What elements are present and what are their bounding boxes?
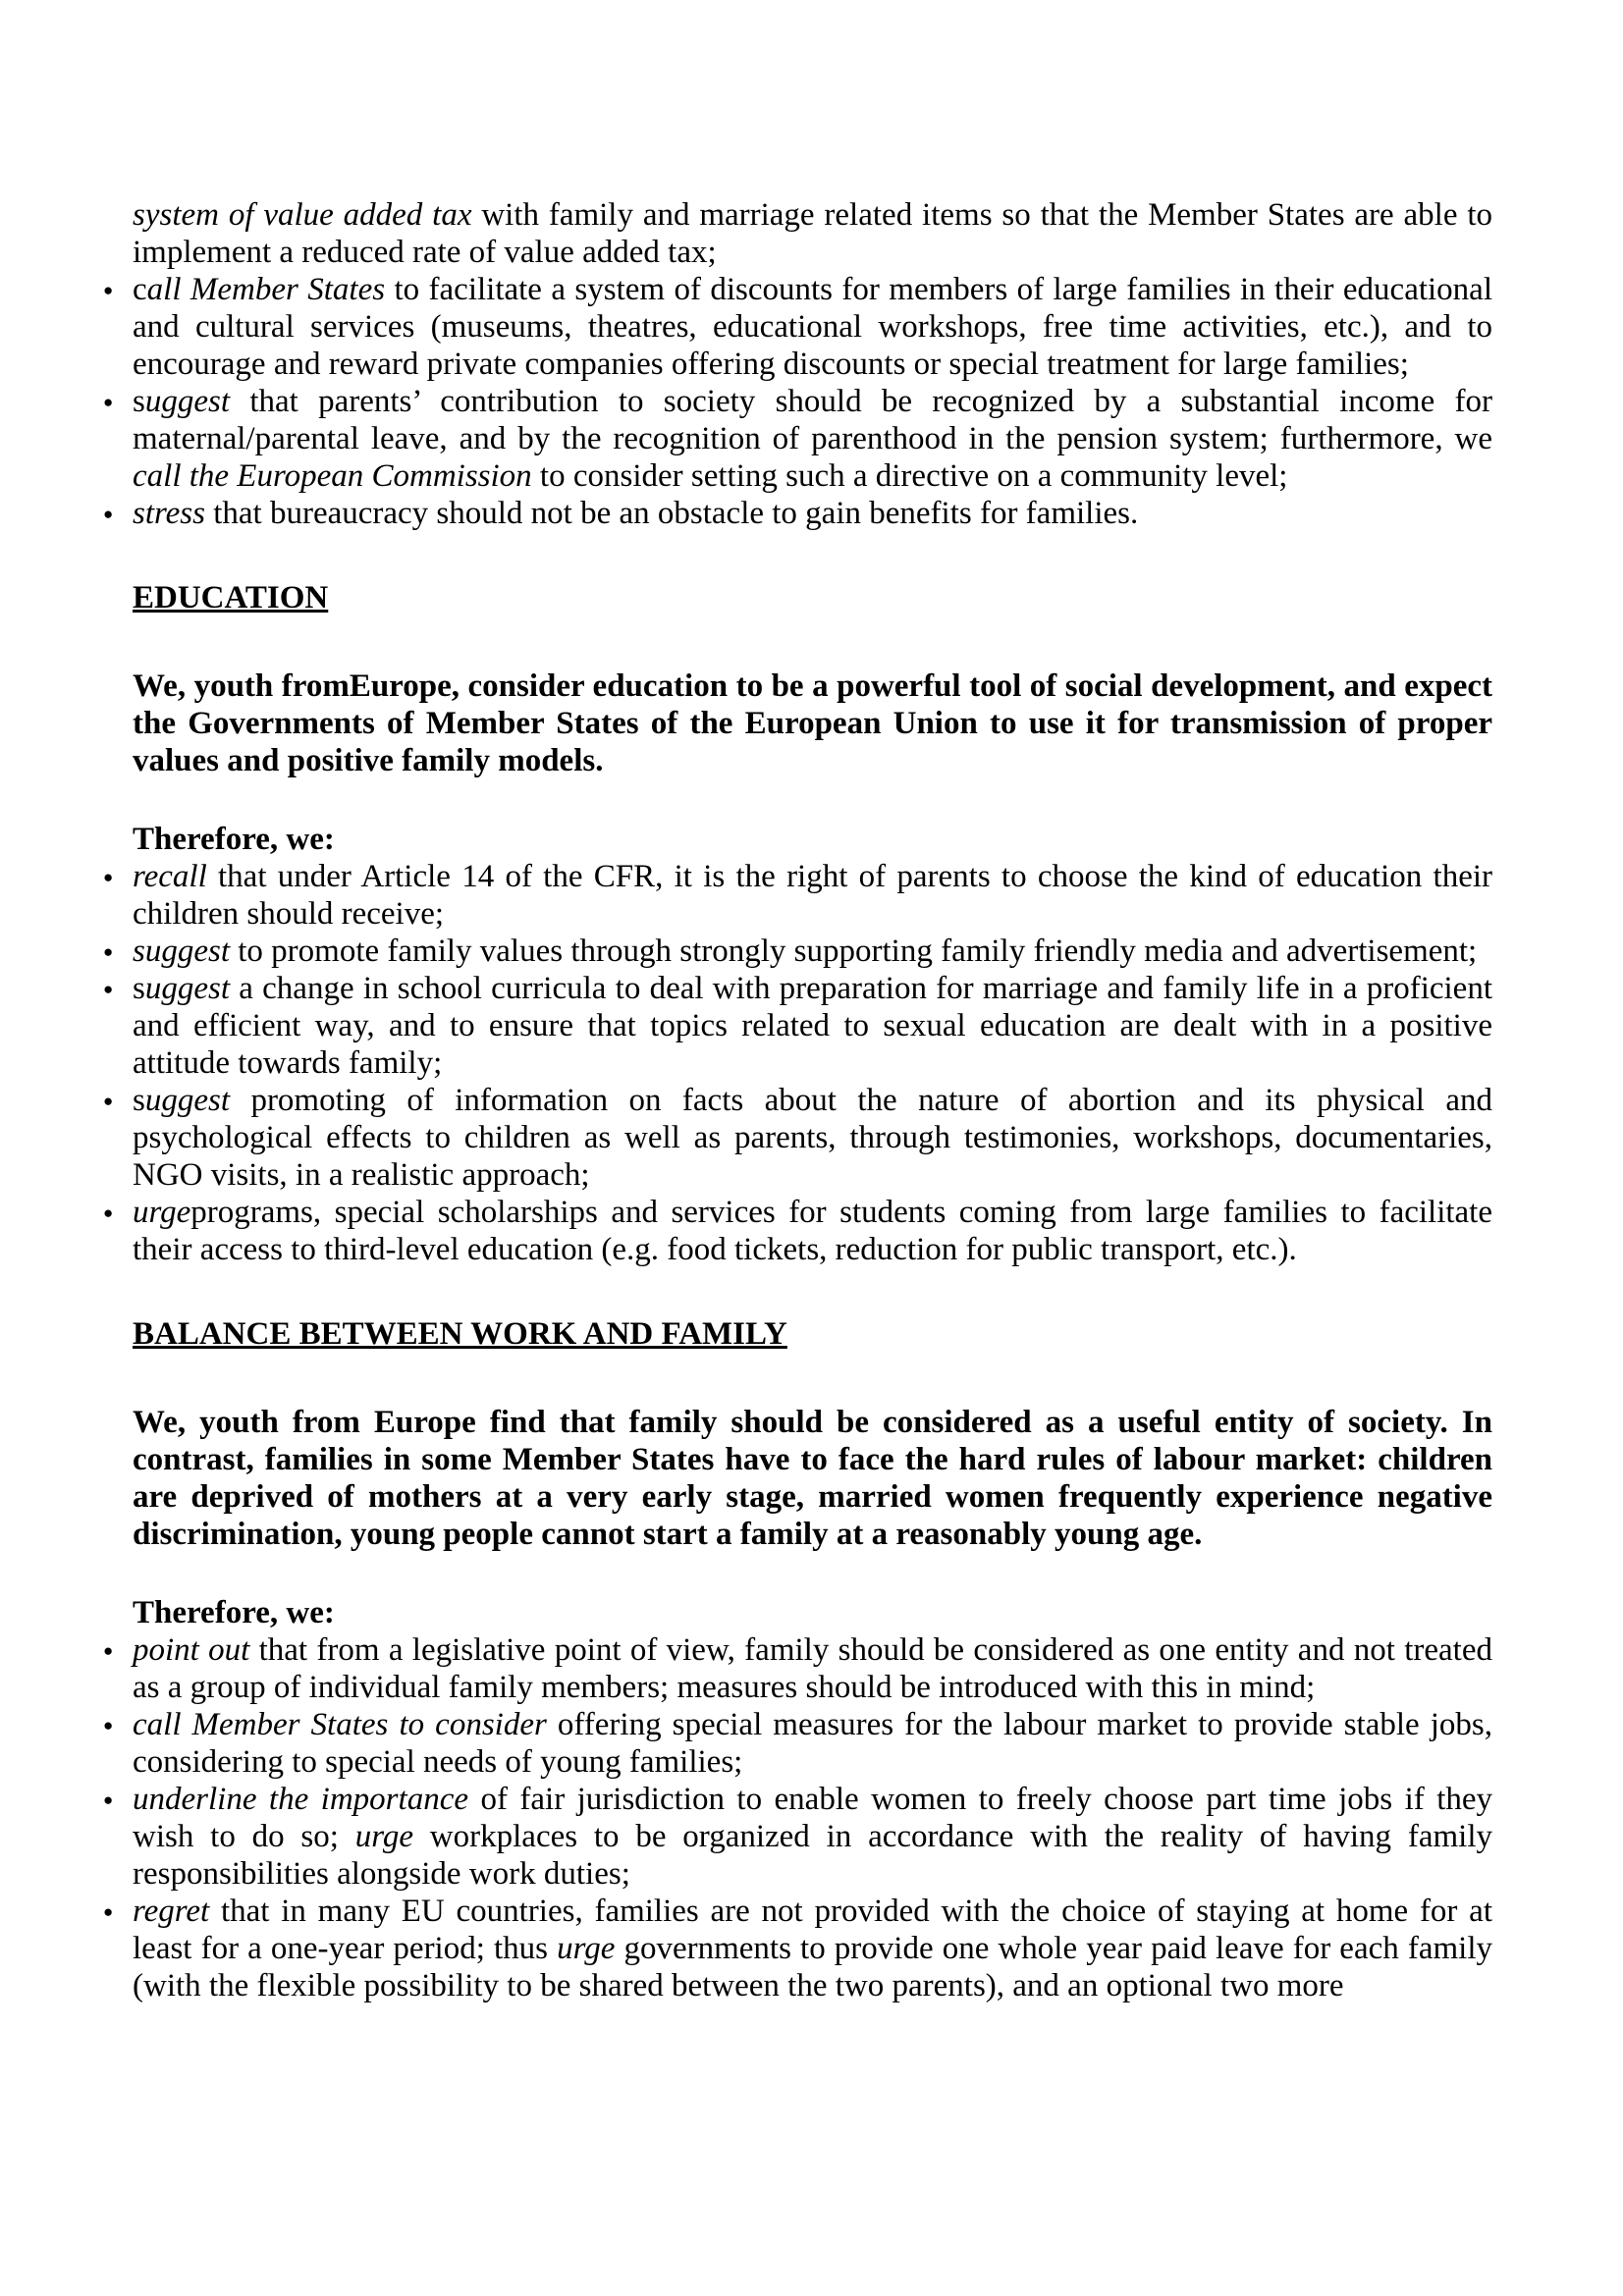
list-intro: Therefore, we: [133,1595,335,1630]
section-heading: EDUCATION [133,580,329,615]
body-text: that under Article 14 of the CFR, it is the right of parents to choose the kind of education their children should receive; [133,859,1492,932]
emphasis-text: uggest [144,971,231,1006]
body-text: with family and marriage related items so that the Member States are able to implement a reduced rate of value added tax; [133,197,1492,270]
bullet-icon: ● [103,1902,114,1921]
bullet-icon: ● [103,281,114,299]
emphasis-text: point out [133,1632,250,1668]
emphasis-text: call the European Commission [133,458,532,494]
bullet-icon: ● [103,942,114,961]
body-text: a change in school curricula to deal with preparation for marriage and family life in a proficient and efficient way, and to ensure that topics related to sexual education are dealt with in a positive attitude towards family; [133,971,1492,1081]
body-text: programs, special scholarships and services for students coming from large families to facilitate their access to third-level education (e.g. food tickets, reduction for public transport, etc.). [133,1195,1492,1267]
emphasis-text: regret [133,1894,210,1929]
statement-paragraph: We, youth from Europe find that family should be considered as a useful entity of society. In contrast, families in some Member States have to face the hard rules of labour market: children are deprived of mothers at a very early stage, married women frequently experience negative discrimination, young people cannot start a family at a reasonably young age. [133,1405,1492,1552]
bullet-icon: ● [103,1716,114,1735]
emphasis-text: uggest [144,384,231,419]
bullet-icon: ● [103,1790,114,1809]
section-heading: BALANCE BETWEEN WORK AND FAMILY [133,1316,787,1352]
emphasis-text: urge [133,1195,191,1230]
bullet-item [103,1082,1492,1194]
bullet-item [103,858,1492,933]
list-intro: Therefore, we: [133,822,335,857]
bullet-item [103,383,1492,495]
emphasis-text: uggest [144,1083,231,1118]
body-text: governments to provide one whole year paid leave for each family (with the flexible possibility to be shared between the two parents), and an optional two more [133,1931,1492,2003]
bullet-item [103,1194,1492,1268]
emphasis-text: underline the importance [133,1782,468,1817]
bullet-item [103,495,1492,532]
bullet-item [103,1893,1492,2004]
emphasis-text: stress [133,496,205,531]
emphasis-text: system of value added tax [133,197,472,233]
bullet-icon: ● [103,1203,114,1222]
emphasis-text: recall [133,859,207,894]
bullet-item [103,933,1492,970]
body-text: promoting of information on facts about the nature of abortion and its physical and psychological effects to children as well as parents, through testimonies, workshops, documentaries, NGO visits, in a realistic approach; [133,1083,1492,1193]
body-text: s [133,971,145,1006]
bullet-icon: ● [103,393,114,411]
body-text: to consider setting such a directive on a community level; [531,458,1288,494]
emphasis-text: suggest [133,934,230,969]
bullet-icon: ● [103,505,114,523]
body-text: workplaces to be organized in accordance with the reality of having family responsibilities alongside work duties; [133,1819,1492,1892]
body-text: to promote family values through strongly supporting family friendly media and advertisement; [230,934,1478,969]
document-content [103,196,1493,2004]
bullet-item [103,1706,1492,1781]
body-text: s [133,1083,145,1118]
body-text: offering special measures for the labour market to provide stable jobs, considering to special needs of young families; [133,1707,1492,1780]
continuation-paragraph [133,196,1492,271]
body-text: that bureaucracy should not be an obstacle to gain benefits for families. [204,496,1139,531]
bullet-icon: ● [103,868,114,886]
emphasis-text: all Member States [146,272,386,307]
statement-paragraph: We, youth fromEurope, consider education to be a powerful tool of social development, and expect the Governments of Member States of the European Union to use it for transmission of proper values and positive family models. [133,668,1492,778]
body-text: of fair jurisdiction to enable women to freely choose part time jobs if they wish to do so; [133,1782,1493,1854]
emphasis-text: urge [354,1819,413,1854]
body-text: c [133,272,147,307]
bullet-item [103,1781,1493,1893]
body-text: that in many EU countries, families are not provided with the choice of staying at home for at least for a one-year period; thus [133,1894,1492,1966]
bullet-icon: ● [103,1092,114,1110]
body-text: that from a legislative point of view, family should be considered as one entity and not treated as a group of individual family members; measures should be introduced with this in mind; [133,1632,1492,1705]
bullet-icon: ● [103,980,114,998]
body-text: to facilitate a system of discounts for members of large families in their educational and cultural services (museums, theatres, educational workshops, free time activities, etc.), and to encourage and reward private companies offering discounts or special treatment for large families; [133,272,1492,382]
emphasis-text: call Member States to consider [133,1707,547,1742]
body-text: s [133,384,145,419]
emphasis-text: urge [557,1931,616,1966]
body-text: that parents’ contribution to society should be recognized by a substantial income for maternal/parental leave, and by the recognition of parenthood in the pension system; furthermore, we [133,384,1492,456]
bullet-item [103,271,1492,383]
bullet-icon: ● [103,1641,114,1660]
bullet-item [103,970,1492,1082]
bullet-item [103,1631,1492,1706]
